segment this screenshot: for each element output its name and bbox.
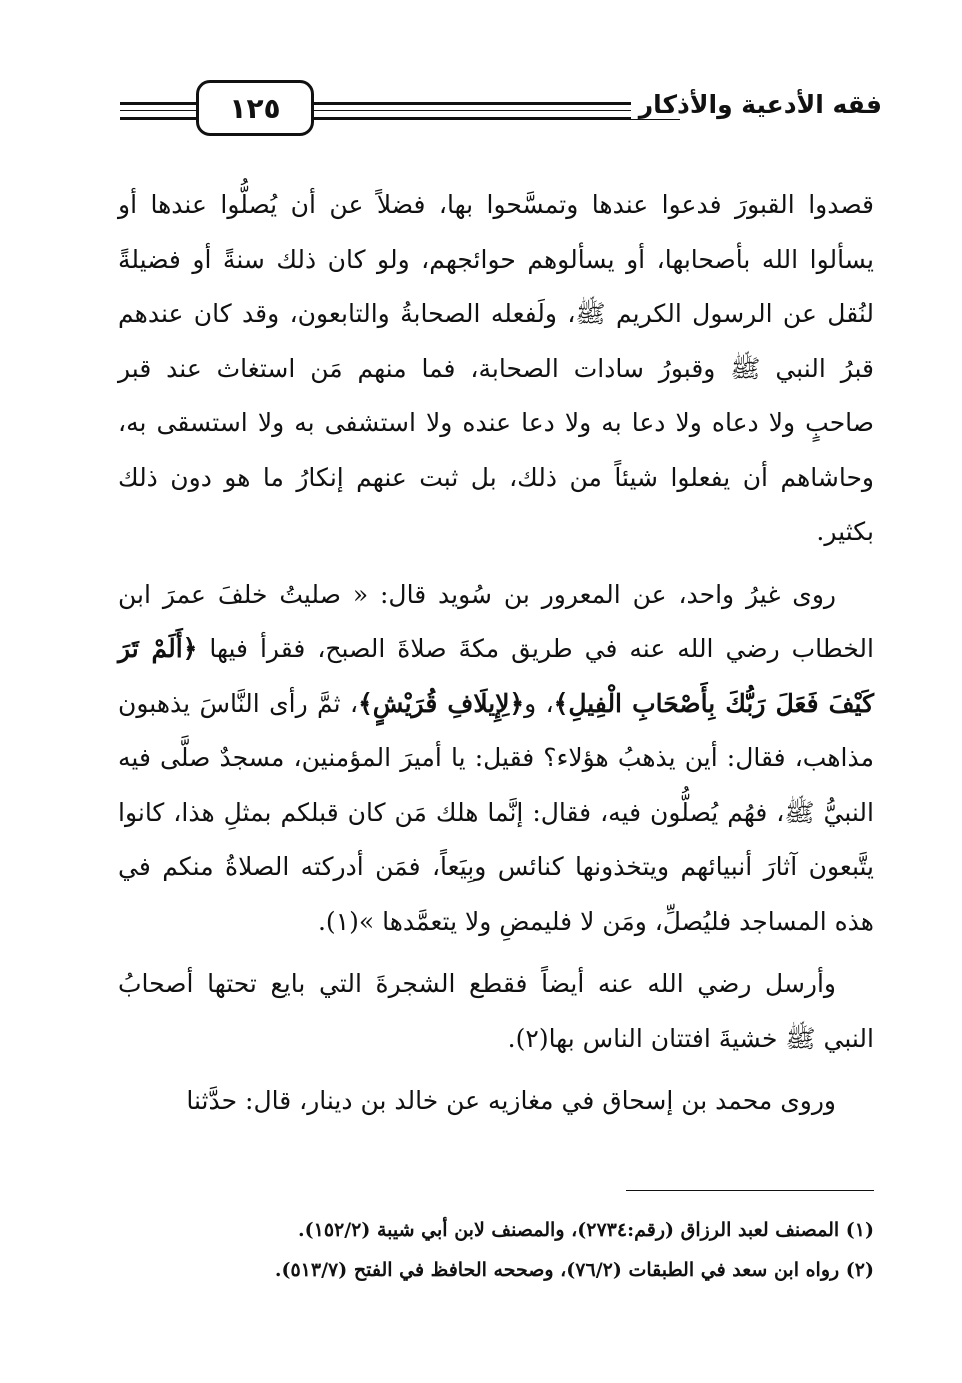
page-number-box [196,80,314,136]
main-text [118,178,874,1129]
page-header [120,72,882,152]
paragraph-2 [118,568,874,950]
paragraph-1: قصدوا القبورَ فدعوا عندها وتمسَّحوا بها، فضلاً عن أن يُصلُّوا عندها أو يسألوا الله بأصحابها، أو يسألوهم حوائجهم، ولو كان ذلك سنةً أو فضيلةً لنُقل عن الرسول الكريم ﷺ، ولَفعله الصحابةُ والتابعون، وقد كان عندهم قبرُ النبي ﷺ وقبورُ سادات الصحابة، فما منهم مَن استغاث عند قبر صاحبٍ ولا دعاه ولا دعا به ولا دعا عنده ولا استشفى به ولا استسقى به، وحاشاهم أن يفعلوا شيئاً من ذلك، بل ثبت عنهم إنكارُ ما هو دون ذلك بكثير. [118,190,874,546]
paragraph-4: وروى محمد بن إسحاق في مغازيه عن خالد بن دينار، قال: حدَّثنا [186,1086,836,1115]
page-number: ١٢٥ [229,91,281,125]
footnote-1: (١) المصنف لعبد الرزاق (رقم:٢٧٣٤)، والمصنف لابن أبي شيبة (١٥٢/٢). [298,1219,874,1241]
quran-verse-quraysh: ﴿لِإِيلَافِ قُرَيْشٍ﴾ [358,688,525,718]
paragraph-2-part-1: روى غيرُ واحد، عن المعرور بن سُويد قال: « صليتُ خلفَ عمرَ ابن الخطاب رضي الله عنه في طريق مكةَ صلاةَ الصبح، فقرأ فيها [118,579,874,663]
paragraph-3: وأرسل رضي الله عنه أيضاً فقطع الشجرةَ التي بايع تحتها أصحابُ النبي ﷺ خشيةَ افتتان الناس بها(٢). [118,969,874,1053]
book-title: فقه الأدعية والأذكار [631,90,882,119]
footnotes [118,1210,874,1290]
footnote-2: (٢) رواه ابن سعد في الطبقات (٧٦/٢)، وصححه الحافظ في الفتح (٥١٣/٧). [274,1259,874,1281]
paragraph-2-part-3: ، ثمَّ رأى النَّاسَ يذهبون مذاهب، فقال: أين يذهبُ هؤلاء؟ فقيل: يا أميرَ المؤمنين، مسجدٌ صلَّى فيه النبيُّ ﷺ، فهُم يُصلُّون فيه، فقال: إنَّما هلك مَن كان قبلكم بمثلِ هذا، كانوا يتَّبعون آثارَ أنبيائهم ويتخذونها كنائس وبِيَعاً، فمَن أدركته الصلاةُ منكم في هذه المساجد فليُصلِّ، ومَن لا فليمضِ ولا يتعمَّدها »(١). [118,688,874,936]
paragraph-2-part-2: ، و [524,688,554,718]
quran-verse-al-fil: ﴿أَلَمْ تَرَ كَيْفَ فَعَلَ رَبُّكَ بِأَصْحَابِ الْفِيلِ﴾ [118,634,874,718]
footnote-separator [626,1190,874,1191]
